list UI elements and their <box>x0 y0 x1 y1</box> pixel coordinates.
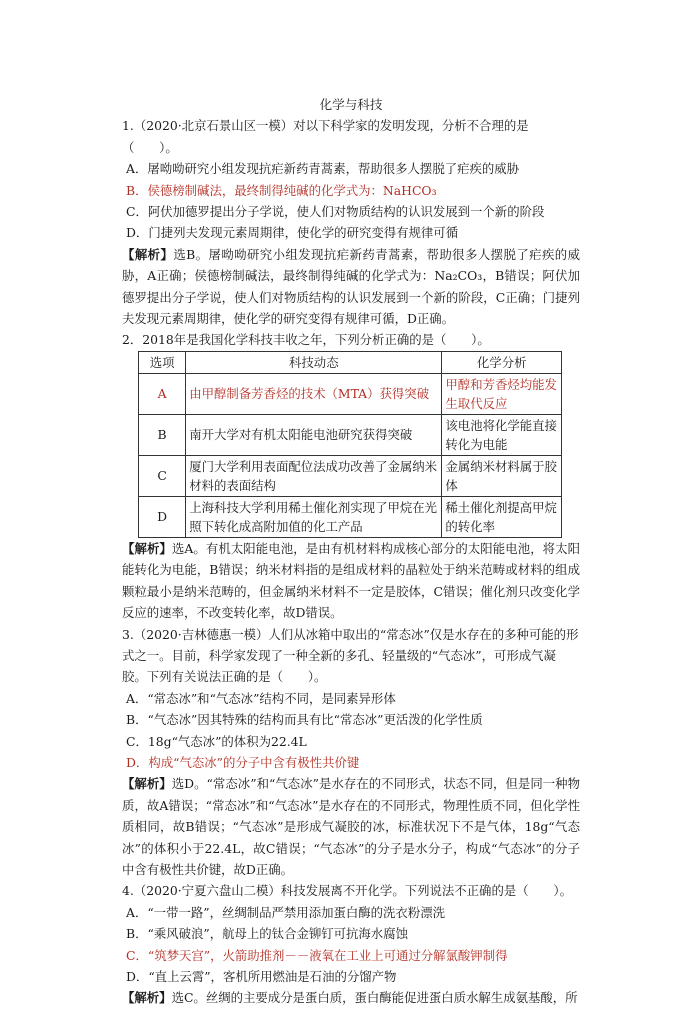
table-header: 科技动态 <box>186 351 442 373</box>
table-cell: A <box>139 373 186 414</box>
question-3-stem: 3.（2020·吉林德惠一模）人们从冰箱中取出的“常态冰”仅是水存在的多种可能的形式之一。目前，科学家发现了一种全新的多孔、轻量级的“气态冰”，可形成气凝胶。下列有关说法正确的是（ ）。 <box>122 626 579 685</box>
answer-tag: 【解析】 <box>122 990 172 1006</box>
question-3-option-a: A．“常态冰”和“气态冰”结构不同，是同素异形体 <box>126 690 396 706</box>
document-content <box>122 94 580 1009</box>
question-1-option-d: D．门捷列夫发现元素周期律，使化学的研究变得有规律可循 <box>126 225 459 241</box>
table-header-row <box>139 351 562 373</box>
table-cell: 该电池将化学能直接转化为电能 <box>442 414 562 455</box>
question-4-option-a: A．“一带一路”，丝绸制品严禁用添加蛋白酶的洗衣粉漂洗 <box>126 904 445 920</box>
question-4-option-c: C．“筑梦天宫”，火箭助推剂－－液氧在工业上可通过分解氯酸钾制得 <box>126 947 508 963</box>
table-cell: B <box>139 414 186 455</box>
question-3-answer <box>122 773 580 880</box>
question-2-stem: 2．2018年是我国化学科技丰收之年，下列分析正确的是（ ）。 <box>122 332 490 348</box>
table-cell: 甲醇和芳香烃均能发生取代反应 <box>442 373 562 414</box>
page-title: 化学与科技 <box>319 97 383 112</box>
table-cell: C <box>139 455 186 496</box>
table-header: 化学分析 <box>442 351 562 373</box>
question-4-stem: 4.（2020·宁夏六盘山二模）科技发展离不开化学。下列说法不正确的是（ ）。 <box>122 883 572 899</box>
answer-text: 选C。丝绸的主要成分是蛋白质，蛋白酶能促进蛋白质水解生成氨基酸，所 <box>171 990 578 1006</box>
question-3-option-c: C．18g“气态冰”的体积为22.4L <box>126 733 307 749</box>
answer-text: 选A。有机太阳能电池，是由有机材料构成核心部分的太阳能电池，将太阳能转化为电能，B错误；纳米材料指的是组成材料的晶粒处于纳米范畴或材料的组成颗粒最小是纳米范畴的，但金属纳米材料不一定是胶体，C错误；催化剂只改变化学反应的速率，不改变转化率，故D错误。 <box>122 540 581 621</box>
table-cell: 上海科技大学利用稀土催化剂实现了甲烷在光照下转化成高附加值的化工产品 <box>186 496 442 537</box>
question-2-table <box>138 351 562 538</box>
table-cell: D <box>139 496 186 537</box>
table-cell: 稀土催化剂提高甲烷的转化率 <box>442 496 562 537</box>
table-cell: 金属纳米材料属于胶体 <box>442 455 562 496</box>
question-4-answer <box>122 987 580 1008</box>
question-4-option-d: D．“直上云霄”，客机所用燃油是石油的分馏产物 <box>126 969 397 984</box>
question-1-option-a: A．屠呦呦研究小组发现抗疟新药青蒿素，帮助很多人摆脱了疟疾的威胁 <box>126 161 520 177</box>
answer-text: 选D。“常态冰”和“气态冰”是水存在的不同形式，状态不同，但是同一种物质，故A错误；“常态冰”和“气态冰”是水存在的不同形式，物理性质不同，但化学性质相同，故B错误；“气态冰”是形成气凝胶的冰，标准状况下不是气体，18g“气态冰”的体积小于22.4L，故C错误；“气态冰”的分子是水分子，构成“气态冰”的分子中含有极性共价键，故D正确。 <box>122 776 580 877</box>
table-cell: 由甲醇制备芳香烃的技术（MTA）获得突破 <box>186 373 442 414</box>
question-4-option-b: B．“乘风破浪”，航母上的钛合金铆钉可抗海水腐蚀 <box>126 926 408 942</box>
answer-tag: 【解析】 <box>122 776 172 792</box>
question-1-answer <box>122 244 580 330</box>
question-1-option-b: B．侯德榜制碱法，最终制得纯碱的化学式为：NaHCO₃ <box>126 182 437 198</box>
question-3-option-d: D．构成“气态冰”的分子中含有极性共价键 <box>126 754 360 770</box>
question-2-answer <box>122 538 580 624</box>
table-cell: 南开大学对有机太阳能电池研究获得突破 <box>186 414 442 455</box>
table-header: 选项 <box>139 351 186 373</box>
table-row <box>139 496 562 537</box>
table-row <box>139 455 562 496</box>
answer-text: 选B。屠呦呦研究小组发现抗疟新药青蒿素，帮助很多人摆脱了疟疾的威胁，A正确；侯德榜制碱法，最终制得纯碱的化学式为：Na₂CO₃，B错误；阿伏加德罗提出分子学说，使人们对物质结构的认识发展到一个新的阶段，C正确；门捷列夫发现元素周期律，使化学的研究变得有规律可循，D正确。 <box>122 246 581 327</box>
table-row <box>139 373 562 414</box>
answer-tag: 【解析】 <box>122 246 174 262</box>
table-row <box>139 414 562 455</box>
question-3-option-b: B．“气态冰”因其特殊的结构而具有比“常态冰”更活泼的化学性质 <box>126 712 483 728</box>
table-cell: 厦门大学利用表面配位法成功改善了金属纳米材料的表面结构 <box>186 455 442 496</box>
question-1-option-c: C．阿伏加德罗提出分子学说，使人们对物质结构的认识发展到一个新的阶段 <box>126 204 545 220</box>
question-1-stem: 1.（2020·北京石景山区一模）对以下科学家的发明发现，分析不合理的是（ ）。 <box>122 118 529 155</box>
answer-tag: 【解析】 <box>122 540 172 556</box>
